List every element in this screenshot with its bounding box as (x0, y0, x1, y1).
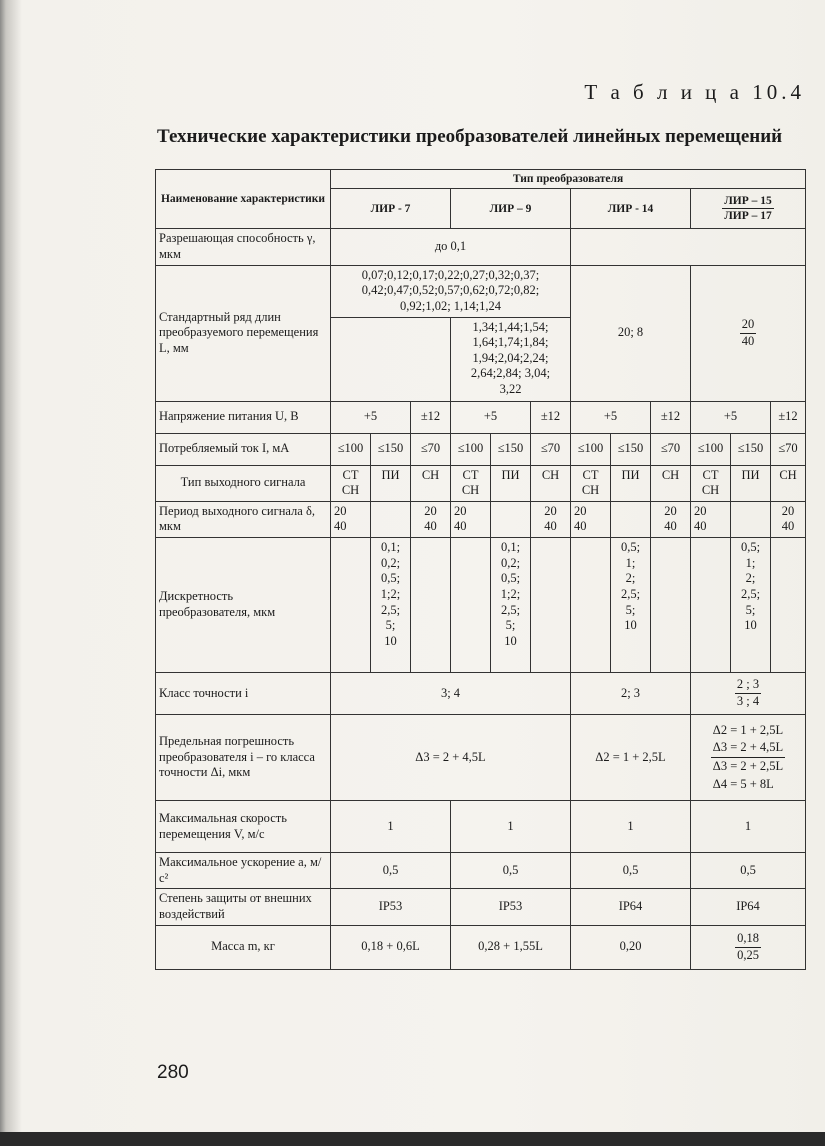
discrete-empty (411, 538, 451, 673)
lengths-lir14: 20; 8 (571, 265, 691, 401)
discrete-value: 10 (744, 618, 757, 633)
signal-st: СТ (582, 467, 599, 482)
period-a: 20 (454, 503, 467, 518)
discrete-value: 2,5; (500, 602, 521, 617)
period-cell (771, 501, 806, 537)
signal-st-ch (571, 465, 611, 501)
discrete-coarse-lir15 (731, 538, 771, 673)
period-b: 40 (544, 519, 557, 534)
discrete-empty (451, 538, 491, 673)
row-label-current: Потребляемый ток I, мА (156, 433, 331, 465)
period-b: 40 (454, 519, 467, 534)
period-b: 40 (664, 519, 677, 534)
period-b: 40 (334, 519, 347, 534)
discrete-value: 2; (745, 571, 756, 586)
error-formula: Δ4 = 5 + 8L (712, 776, 774, 791)
discrete-value: 1;2; (500, 586, 521, 601)
speed-cell: 1 (331, 801, 451, 853)
accel-cell: 0,5 (331, 853, 451, 889)
accel-cell: 0,5 (571, 853, 691, 889)
row-label-signal: Тип выходного сигнала (156, 465, 331, 501)
row-label-accel: Максимальное ускорение a, м/с² (156, 853, 331, 889)
row-label-period: Период выходного сигнала δ, мкм (156, 501, 331, 537)
lengths-line: 0,07;0,12;0,17;0,22;0,27;0,32;0,37; (361, 267, 540, 282)
discrete-value: 1; (745, 555, 756, 570)
signal-pi: ПИ (611, 465, 651, 501)
error-lir7-9: Δ3 = 2 + 4,5L (331, 715, 571, 801)
current-cell: ≤150 (371, 433, 411, 465)
discrete-value: 2,5; (740, 586, 761, 601)
period-cell (451, 501, 491, 537)
signal-st: СТ (342, 467, 359, 482)
discrete-empty (571, 538, 611, 673)
speed-cell: 1 (691, 801, 806, 853)
mass-cell: 0,28 + 1,55L (451, 925, 571, 969)
discrete-empty (691, 538, 731, 673)
period-cell (691, 501, 731, 537)
period-a: 20 (781, 503, 795, 518)
mass-lir15 (691, 925, 806, 969)
current-cell: ≤70 (771, 433, 806, 465)
current-cell: ≤100 (331, 433, 371, 465)
signal-ch-single: СН (651, 465, 691, 501)
discrete-empty (771, 538, 806, 673)
lengths-line: 1,64;1,74;1,84; (472, 335, 549, 350)
discrete-value: 2,5; (620, 586, 641, 601)
current-cell: ≤70 (531, 433, 571, 465)
protection-cell: IP53 (451, 889, 571, 925)
signal-pi: ПИ (731, 465, 771, 501)
voltage-cell: +5 (451, 401, 531, 433)
error-lir14: Δ2 = 1 + 2,5L (571, 715, 691, 801)
period-cell (411, 501, 451, 537)
signal-ch: СН (581, 483, 600, 498)
lengths-lir15 (691, 265, 806, 401)
voltage-cell: +5 (331, 401, 411, 433)
row-label-protection: Степень защиты от внешних воздействий (156, 889, 331, 925)
row-label-resolution: Разрешающая способность γ, мкм (156, 229, 331, 265)
current-cell: ≤150 (491, 433, 531, 465)
signal-ch-single: СН (411, 465, 451, 501)
discrete-value: 2,5; (380, 602, 401, 617)
period-cell (531, 501, 571, 537)
discrete-value: 1;2; (380, 586, 401, 601)
lengths-lir9-extra (451, 317, 571, 401)
signal-st: СТ (462, 467, 479, 482)
accel-cell: 0,5 (691, 853, 806, 889)
discrete-value: 0,5; (380, 571, 401, 586)
discrete-empty (531, 538, 571, 673)
mass-lir15-num: 0,18 (735, 931, 761, 948)
discrete-value: 10 (504, 633, 517, 648)
signal-ch: СН (341, 483, 360, 498)
discrete-value: 5; (745, 602, 756, 617)
period-cell (331, 501, 371, 537)
lengths-line: 3,22 (499, 382, 522, 396)
row-label-accuracy: Класс точности i (156, 673, 331, 715)
period-a: 20 (424, 503, 437, 518)
specs-table (155, 169, 806, 970)
row-label-speed: Максимальная скорость перемещения V, м/с (156, 801, 331, 853)
discrete-fine-lir9 (491, 538, 531, 673)
signal-st-ch (691, 465, 731, 501)
lengths-line: 0,42;0,47;0,52;0,57;0,62;0,72;0,82; (361, 283, 540, 298)
scan-edge (0, 1132, 825, 1146)
lengths-lir15-num: 20 (740, 317, 757, 334)
discrete-empty (331, 538, 371, 673)
lengths-line: 2,64;2,84; 3,04; (470, 366, 551, 381)
signal-ch: СН (701, 483, 720, 498)
header-type-lir15 (691, 189, 806, 229)
discrete-value: 1; (625, 555, 636, 570)
period-b: 40 (694, 519, 707, 534)
lengths-line: 1,34;1,44;1,54; (472, 319, 549, 334)
discrete-value: 0,2; (500, 555, 521, 570)
mass-cell: 0,20 (571, 925, 691, 969)
signal-st-ch (451, 465, 491, 501)
protection-cell: IP64 (691, 889, 806, 925)
signal-ch: СН (461, 483, 480, 498)
accuracy-lir14: 2; 3 (571, 673, 691, 715)
discrete-value: 0,5; (740, 540, 761, 554)
discrete-value: 5; (385, 618, 396, 633)
accuracy-lir7-9: 3; 4 (331, 673, 571, 715)
period-empty (731, 501, 771, 537)
current-cell: ≤70 (411, 433, 451, 465)
discrete-value: 10 (624, 618, 637, 633)
discrete-empty (651, 538, 691, 673)
voltage-cell: +5 (571, 401, 651, 433)
lengths-lir7-empty (331, 317, 451, 401)
period-empty (611, 501, 651, 537)
header-type-lir9: ЛИР – 9 (451, 189, 571, 229)
table-title: Технические характеристики преобразователей линейных перемещений (157, 126, 783, 147)
lengths-common (331, 265, 571, 317)
period-cell (651, 501, 691, 537)
row-label-mass: Масса m, кг (156, 925, 331, 969)
signal-st: СТ (702, 467, 719, 482)
accuracy-lir15-num: 2 ; 3 (735, 677, 761, 694)
voltage-cell: ±12 (651, 401, 691, 433)
error-formula: Δ3 = 2 + 2,5L (712, 759, 784, 773)
period-a: 20 (694, 503, 707, 518)
discrete-fine-lir7 (371, 538, 411, 673)
voltage-cell: ±12 (531, 401, 571, 433)
signal-ch-single: СН (771, 465, 806, 501)
lengths-line: 1,94;2,04;2,24; (472, 350, 549, 365)
voltage-cell: ±12 (411, 401, 451, 433)
discrete-coarse-lir14 (611, 538, 651, 673)
error-lir15 (691, 715, 806, 801)
discrete-value: 5; (625, 602, 636, 617)
mass-cell: 0,18 + 0,6L (331, 925, 451, 969)
row-label-lengths: Стандартный ряд длин преобразуемого перемещения L, мм (156, 265, 331, 401)
period-empty (491, 501, 531, 537)
discrete-value: 0,5; (620, 540, 641, 554)
row-label-error: Предельная погрешность преобразователя i – го класса точности Δi, мкм (156, 715, 331, 801)
accuracy-lir15-den: 3 ; 4 (736, 694, 760, 708)
speed-cell: 1 (571, 801, 691, 853)
signal-st-ch (331, 465, 371, 501)
header-type-lir14: ЛИР - 14 (571, 189, 691, 229)
period-b: 40 (574, 519, 587, 534)
row-label-voltage: Напряжение питания U, В (156, 401, 331, 433)
discrete-value: 0,2; (380, 555, 401, 570)
discrete-value: 0,5; (500, 571, 521, 586)
signal-pi: ПИ (491, 465, 531, 501)
page-number: 280 (157, 1062, 189, 1083)
discrete-value: 2; (625, 571, 636, 586)
period-cell (571, 501, 611, 537)
signal-ch-single: СН (531, 465, 571, 501)
resolution-value: до 0,1 (331, 229, 571, 265)
current-cell: ≤150 (731, 433, 771, 465)
period-a: 20 (544, 503, 557, 518)
period-b: 40 (424, 519, 437, 534)
header-name-col: Наименование характеристики (156, 170, 331, 229)
lir15-name: ЛИР – 15 (722, 194, 774, 209)
mass-lir15-den: 0,25 (737, 947, 759, 962)
accel-cell: 0,5 (451, 853, 571, 889)
period-a: 20 (574, 503, 587, 518)
discrete-value: 10 (384, 633, 397, 648)
discrete-value: 0,1; (500, 540, 521, 554)
lengths-line: 0,92;1,02; 1,14;1,24 (399, 298, 502, 313)
current-cell: ≤70 (651, 433, 691, 465)
current-cell: ≤100 (451, 433, 491, 465)
lir17-name: ЛИР – 17 (724, 210, 772, 223)
period-b: 40 (781, 519, 795, 534)
current-cell: ≤150 (611, 433, 651, 465)
protection-cell: IP53 (331, 889, 451, 925)
voltage-cell: ±12 (771, 401, 806, 433)
lengths-lir15-den: 40 (741, 333, 755, 348)
error-formula: Δ2 = 1 + 2,5L (712, 722, 784, 737)
speed-cell: 1 (451, 801, 571, 853)
header-type-group: Тип преобразователя (331, 170, 806, 189)
resolution-empty (571, 229, 806, 265)
current-cell: ≤100 (571, 433, 611, 465)
header-type-lir7: ЛИР - 7 (331, 189, 451, 229)
error-formula: Δ3 = 2 + 4,5L (711, 739, 785, 758)
table-caption: Т а б л и ц а 10.4 (584, 80, 805, 104)
voltage-cell: +5 (691, 401, 771, 433)
period-a: 20 (334, 503, 347, 518)
accuracy-lir15 (691, 673, 806, 715)
row-label-discrete: Дискретность преобразователя, мкм (156, 538, 331, 673)
period-empty (371, 501, 411, 537)
current-cell: ≤100 (691, 433, 731, 465)
protection-cell: IP64 (571, 889, 691, 925)
period-a: 20 (664, 503, 677, 518)
discrete-value: 5; (505, 618, 516, 633)
signal-pi: ПИ (371, 465, 411, 501)
discrete-value: 0,1; (380, 540, 401, 554)
